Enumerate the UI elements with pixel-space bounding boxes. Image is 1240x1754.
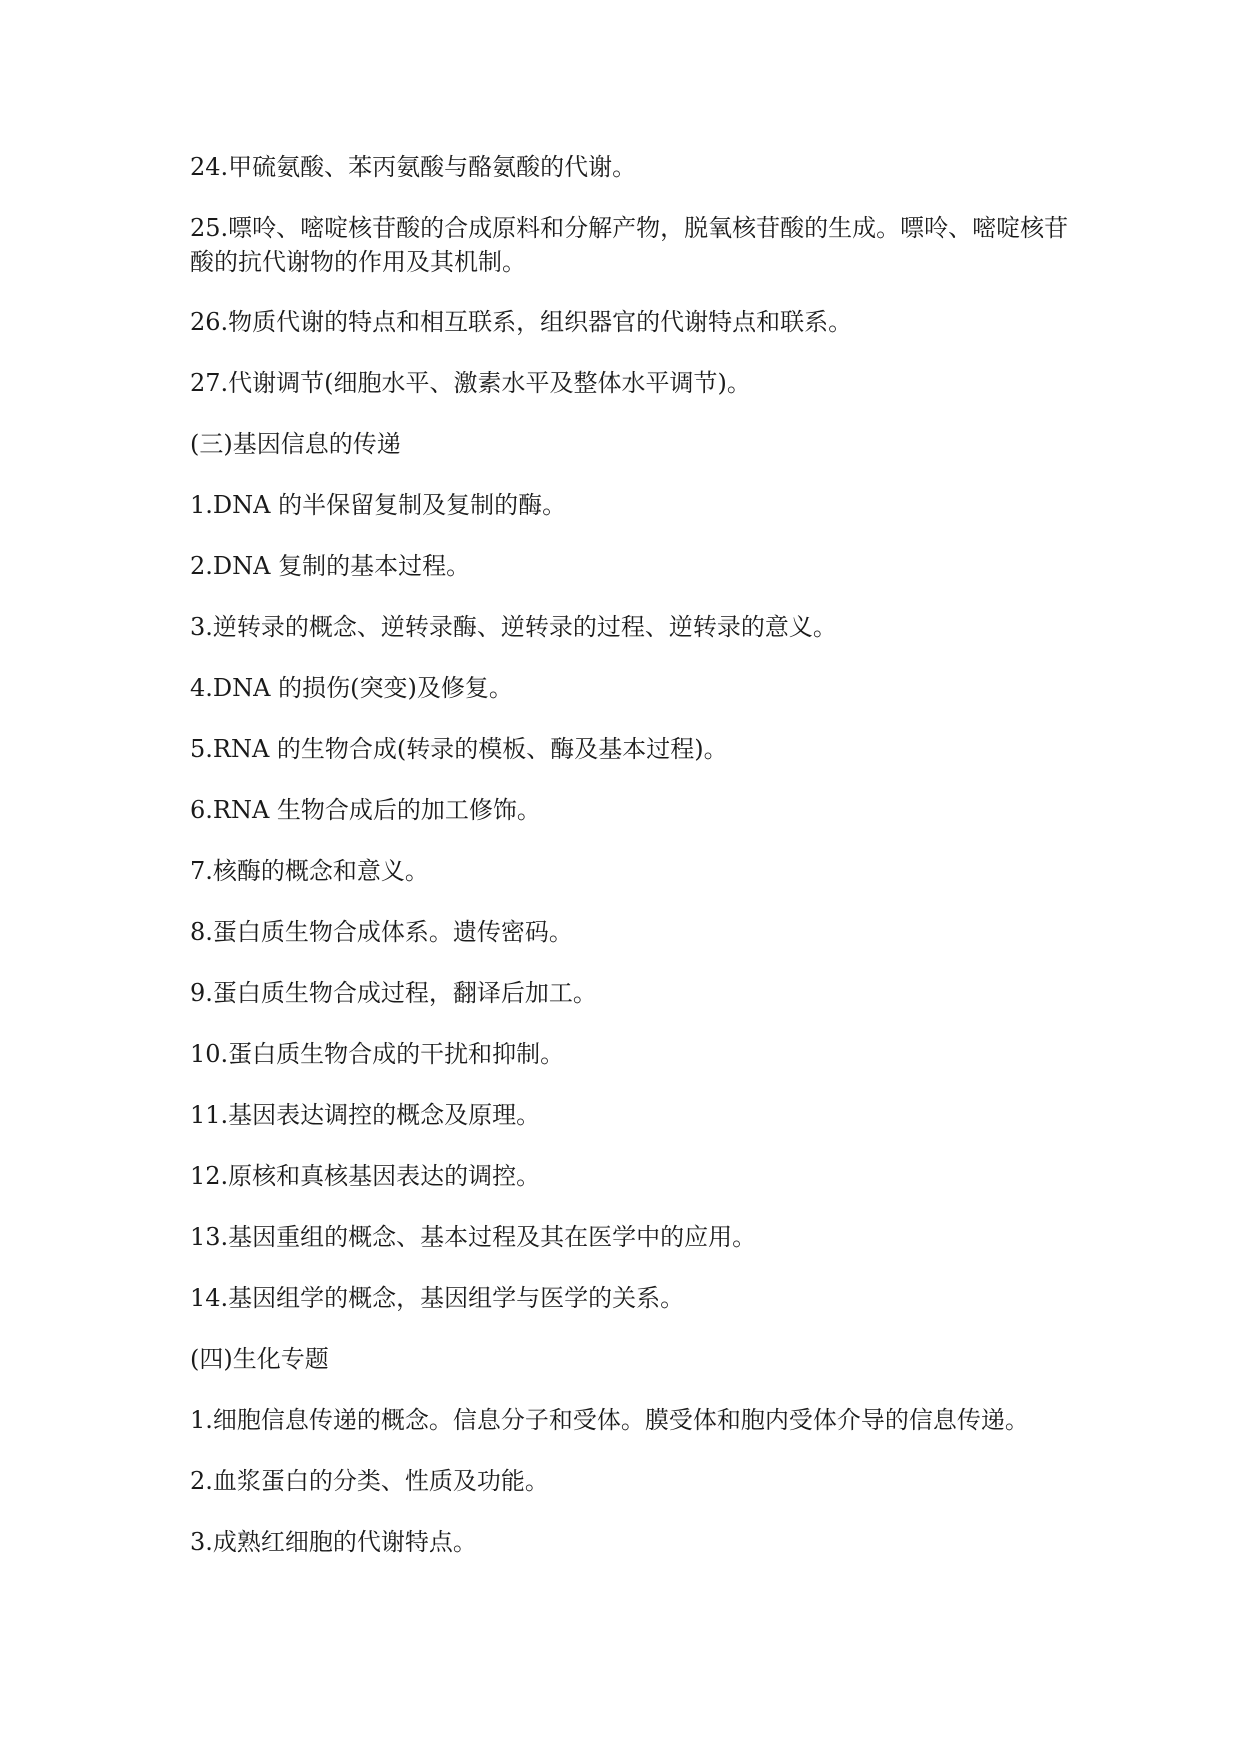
section-heading-3: (三)基因信息的传递 xyxy=(190,430,401,458)
paragraph-27: 27.代谢调节(细胞水平、激素水平及整体水平调节)。 xyxy=(190,369,751,397)
paragraph-24: 24.甲硫氨酸、苯丙氨酸与酪氨酸的代谢。 xyxy=(190,153,637,181)
paragraph-3-4: 4.DNA 的损伤(突变)及修复。 xyxy=(190,674,513,702)
paragraph-3-2: 2.DNA 复制的基本过程。 xyxy=(190,552,471,580)
paragraph-3-9: 9.蛋白质生物合成过程，翻译后加工。 xyxy=(190,979,597,1007)
paragraph-3-3: 3.逆转录的概念、逆转录酶、逆转录的过程、逆转录的意义。 xyxy=(190,613,837,641)
paragraph-3-1: 1.DNA 的半保留复制及复制的酶。 xyxy=(190,491,567,519)
section-heading-4: (四)生化专题 xyxy=(190,1345,329,1373)
paragraph-3-14: 14.基因组学的概念，基因组学与医学的关系。 xyxy=(190,1284,685,1312)
paragraph-3-7: 7.核酶的概念和意义。 xyxy=(190,857,429,885)
paragraph-4-1: 1.细胞信息传递的概念。信息分子和受体。膜受体和胞内受体介导的信息传递。 xyxy=(190,1406,1029,1434)
paragraph-25: 25.嘌呤、嘧啶核苷酸的合成原料和分解产物，脱氧核苷酸的生成。嘌呤、嘧啶核苷酸的抗代谢物的作用及其机制。 xyxy=(190,214,1069,276)
paragraph-3-10: 10.蛋白质生物合成的干扰和抑制。 xyxy=(190,1040,565,1068)
paragraph-3-8: 8.蛋白质生物合成体系。遗传密码。 xyxy=(190,918,573,946)
paragraph-4-2: 2.血浆蛋白的分类、性质及功能。 xyxy=(190,1467,549,1495)
paragraph-3-12: 12.原核和真核基因表达的调控。 xyxy=(190,1162,541,1190)
paragraph-3-11: 11.基因表达调控的概念及原理。 xyxy=(190,1101,541,1129)
paragraph-3-13: 13.基因重组的概念、基本过程及其在医学中的应用。 xyxy=(190,1223,757,1251)
paragraph-3-6: 6.RNA 生物合成后的加工修饰。 xyxy=(190,796,541,824)
paragraph-3-5: 5.RNA 的生物合成(转录的模板、酶及基本过程)。 xyxy=(190,735,728,763)
paragraph-26: 26.物质代谢的特点和相互联系，组织器官的代谢特点和联系。 xyxy=(190,308,853,336)
paragraph-4-3: 3.成熟红细胞的代谢特点。 xyxy=(190,1528,477,1556)
